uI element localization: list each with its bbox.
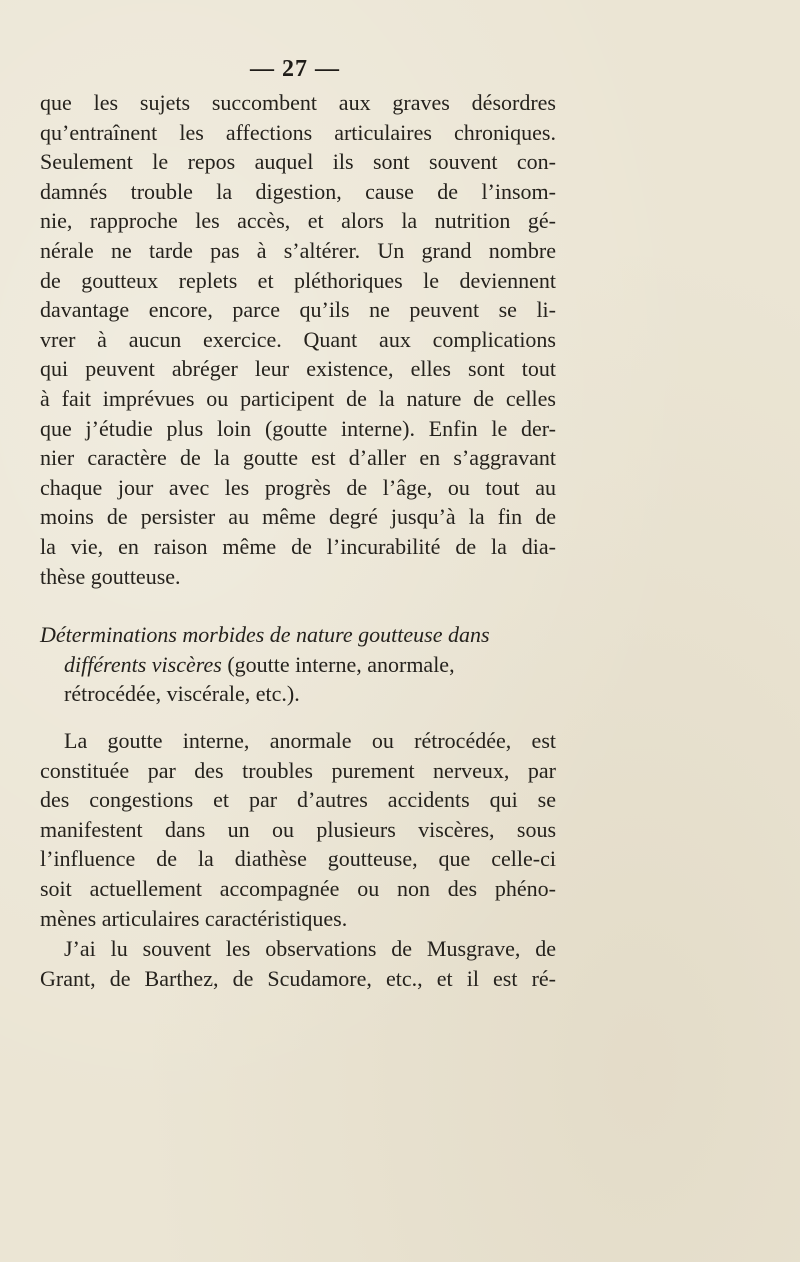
page-number: — 27 — xyxy=(250,56,340,82)
heading-italic-part: différents viscères xyxy=(64,651,222,677)
text-line: nérale ne tarde pas à s’altérer. Un grand nombre xyxy=(40,237,556,263)
text-line: la vie, en raison même de l’incurabilité de la dia- xyxy=(40,533,556,559)
text-line: soit actuellement accompagnée ou non des phéno- xyxy=(40,875,556,901)
text-line: constituée par des troubles purement nerveux, par xyxy=(40,757,556,783)
text-line: nier caractère de la goutte est d’aller en s’aggravant xyxy=(40,445,556,471)
text-line: nie, rapproche les accès, et alors la nutrition gé- xyxy=(40,208,556,234)
text-line: vrer à aucun exercice. Quant aux complications xyxy=(40,326,556,352)
paragraph-1 xyxy=(40,88,556,591)
text-line: Seulement le repos auquel ils sont souvent con- xyxy=(40,149,556,175)
text-line: thèse goutteuse. xyxy=(40,563,181,589)
text-line: des congestions et par d’autres accidents qui se xyxy=(40,787,556,813)
heading-roman-part: (goutte interne, anormale, xyxy=(221,651,455,677)
text-line: La goutte interne, anormale ou rétrocédée, est xyxy=(64,728,556,753)
heading-line: rétrocédée, viscérale, etc.). xyxy=(64,681,300,707)
text-line: mènes articulaires caractéristiques. xyxy=(40,905,348,931)
text-line: Grant, de Barthez, de Scudamore, etc., et il est ré- xyxy=(40,965,556,991)
text-line: davantage encore, parce qu’ils ne peuvent se li- xyxy=(40,297,556,323)
text-line: moins de persister au même degré jusqu’à la fin de xyxy=(40,504,556,530)
text-line: qu’entraînent les affections articulaires chroniques. xyxy=(40,119,556,145)
section-heading xyxy=(40,620,556,709)
text-line: qui peuvent abréger leur existence, elles sont tout xyxy=(40,356,556,382)
text-line: que j’étudie plus loin (goutte interne). Enfin le der- xyxy=(40,415,556,441)
text-line: damnés trouble la digestion, cause de l’insom- xyxy=(40,178,556,204)
paragraph-2 xyxy=(40,726,556,933)
text-line: manifestent dans un ou plusieurs viscères, sous xyxy=(40,816,556,842)
text-line: J’ai lu souvent les observations de Musgrave, de xyxy=(64,936,556,961)
text-line: à fait imprévues ou participent de la nature de celles xyxy=(40,385,556,411)
text-line: chaque jour avec les progrès de l’âge, ou tout au xyxy=(40,474,556,500)
text-line: que les sujets succombent aux graves désordres xyxy=(40,90,556,115)
heading-line: Déterminations morbides de nature goutteuse dans xyxy=(40,622,490,647)
paragraph-3 xyxy=(40,934,556,993)
heading-line xyxy=(40,650,556,680)
text-line: de goutteux replets et pléthoriques le deviennent xyxy=(40,267,556,293)
text-line: l’influence de la diathèse goutteuse, que celle-ci xyxy=(40,846,556,872)
